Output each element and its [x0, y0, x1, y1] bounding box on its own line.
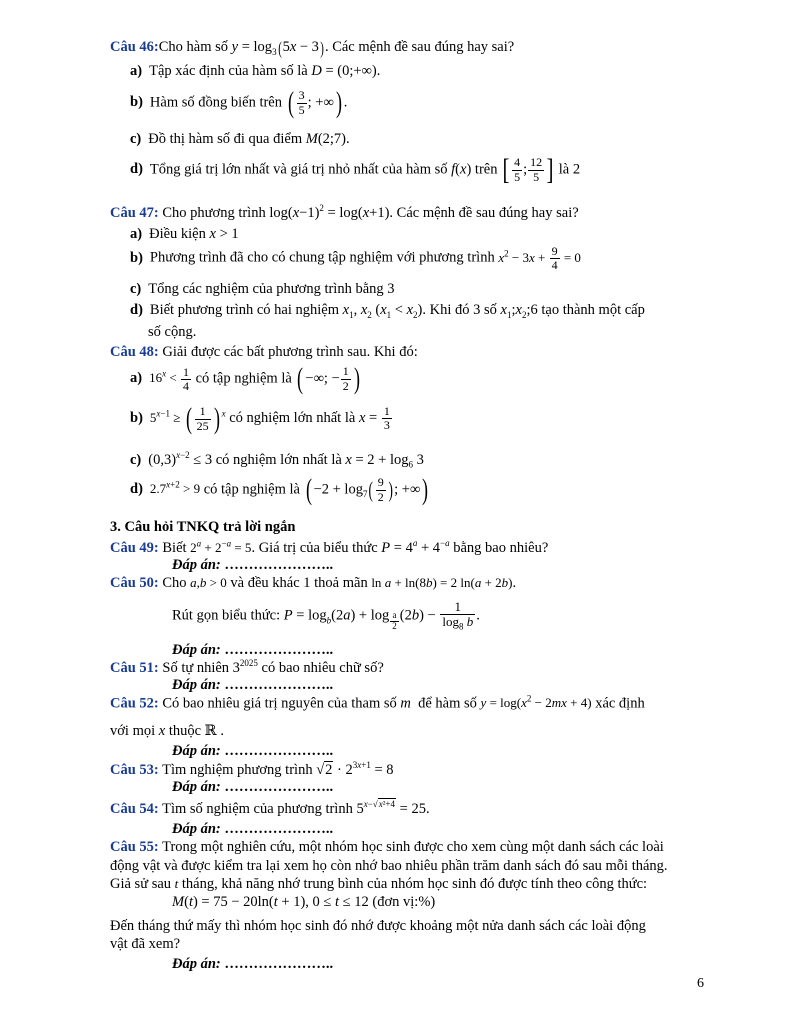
question-text: Số tự nhiên	[162, 659, 230, 676]
question-text: xác định	[595, 695, 645, 712]
option-text: có nghiệm lớn nhất là	[215, 451, 342, 468]
answer-label: Đáp án:	[172, 677, 221, 693]
answer-label: Đáp án:	[172, 642, 221, 658]
option-text: có tập nghiệm là	[203, 481, 300, 498]
option-c: c) Tổng các nghiệm của phương trình bằng 3	[130, 281, 395, 297]
option-a: a) Tập xác định của hàm số là D = (0;+∞).	[130, 63, 381, 79]
answer-line	[172, 676, 333, 694]
answer-line	[172, 778, 333, 796]
question-text: . Giá trị của biểu thức	[251, 539, 378, 556]
unit-text: (đơn vị:%)	[372, 894, 436, 910]
question-47: Câu 47: Cho phương trình $\log(x-1)^2 = \log(x+1)$. Các mệnh đề sau đúng hay sai?	[110, 203, 579, 221]
option-text: có tập nghiệm là	[195, 370, 292, 387]
question-text: Tìm số nghiệm của phương trình	[162, 800, 353, 817]
option-b: b) $5^{x-1}$ ≥ ( $\frac{1}{25}$ ) $^x$ có nghiệm lớn nhất là x = $\frac{1}{3}$	[130, 402, 390, 435]
answer-blank: …………………..	[224, 743, 334, 759]
question-50-expr: Rút gọn biểu thức: $P = \log_b(2a) + \log$ $_{\frac{a}{2}}$ (2b) − $\frac{1}{\log_8 b}$ .	[172, 599, 480, 632]
answer-line	[172, 556, 333, 574]
option-b: b) Hàm số đồng biến trên ( $\frac{3}{5}$ ; +∞) .	[130, 86, 348, 119]
question-label: Câu 55:	[110, 839, 159, 855]
question-text: . Các mệnh đề sau đúng hay sai?	[389, 204, 579, 221]
option-text: Điều kiện	[149, 226, 206, 242]
answer-label: Đáp án:	[172, 956, 221, 972]
option-text: Hàm số đồng biến trên	[149, 94, 282, 111]
question-label: Câu 47:	[110, 204, 159, 221]
answer-line	[172, 820, 333, 838]
question-text: Tìm nghiệm phương trình	[162, 761, 313, 778]
question-label: Câu 53:	[110, 761, 159, 778]
question-55-line2: động vật và được kiểm tra lại xem họ còn nhớ bao nhiêu phần trăm danh sách đó sau mỗi tháng.	[110, 858, 668, 874]
option-d-cont	[148, 323, 728, 341]
question-51: Câu 51: Số tự nhiên $3^{2025}$ có bao nhiêu chữ số?	[110, 658, 384, 676]
question-text: Giải được các bất phương trình sau. Khi đó:	[162, 344, 418, 360]
question-text: để hàm số	[418, 695, 477, 712]
question-50: Câu 50: Cho a,b > 0 và đều khác 1 thoả mãn ln a + ln(8b) = 2 ln(a + 2b).	[110, 575, 517, 591]
option-text: Tổng các nghiệm của phương trình bằng 3	[148, 281, 395, 297]
option-text: . Khi đó 3 số	[422, 302, 497, 318]
question-text: và đều khác 1 thoả mãn	[230, 575, 368, 591]
answer-line	[172, 955, 333, 973]
question-55-line5: Đến tháng thứ mấy thì nhóm học sinh đó nhớ được khoảng một nửa danh sách các loài động	[110, 918, 646, 934]
option-text: trên	[474, 161, 498, 178]
answer-blank: …………………..	[224, 642, 334, 658]
question-text: bằng bao nhiêu?	[453, 539, 549, 556]
answer-label: Đáp án:	[172, 779, 221, 795]
question-label: Câu 46:	[110, 39, 159, 55]
question-label: Câu 52:	[110, 695, 159, 712]
option-d: d) Tổng giá trị lớn nhất và giá trị nhỏ nhất của hàm số f(x) trên [ $\frac{4}{5}$ ; $\frac{12}{5}$ ] là 2	[130, 153, 581, 186]
question-text: có bao nhiêu chữ số?	[261, 659, 384, 676]
question-text: Cho	[162, 575, 187, 591]
question-text: thuộc	[168, 723, 202, 739]
question-text: Trong một nghiên cứu, một nhóm học sinh được cho xem cùng một danh sách các loài	[162, 839, 664, 855]
option-b: b) Phương trình đã cho có chung tập nghiệm với phương trình $x^2 - 3x$ + $\frac{9}{4}$ = 0	[130, 244, 581, 273]
question-text: Rút gọn biểu thức:	[172, 607, 281, 624]
option-a: a) Điều kiện x > 1	[130, 226, 239, 242]
option-text: Đồ thị hàm số đi qua điểm	[148, 131, 303, 147]
question-55-formula: M(t) = 75 − 20ln(t + 1), 0 ≤ t ≤ 12 (đơn vị:%)	[172, 894, 436, 910]
answer-blank: …………………..	[224, 677, 334, 693]
answer-label: Đáp án:	[172, 557, 221, 573]
question-55-line3: Giả sử sau t tháng, khả năng nhớ trung bình của nhóm học sinh đó được tính theo công thức:	[110, 876, 648, 892]
math-expression: y	[231, 39, 239, 55]
option-d: d) Biết phương trình có hai nghiệm $x_1$, $x_2$ $(x_1 < x_2)$. Khi đó 3 số $x_1;x_2;6$ tạo thành một cấp	[130, 302, 645, 320]
question-label: Câu 50:	[110, 575, 159, 591]
answer-label: Đáp án:	[172, 821, 221, 837]
option-text: tạo thành một cấp	[541, 302, 645, 318]
question-text: Cho phương trình	[162, 204, 266, 221]
question-label: Câu 48:	[110, 344, 159, 360]
question-52-cont: với mọi x thuộc ℝ .	[110, 723, 224, 739]
option-text: Biết phương trình có hai nghiệm	[149, 302, 340, 318]
option-text: có nghiệm lớn nhất là	[229, 409, 356, 426]
option-text: số cộng.	[148, 324, 197, 340]
question-label: Câu 51:	[110, 659, 159, 676]
question-text: Biết	[162, 539, 187, 556]
option-text: Tập xác định của hàm số là	[149, 63, 308, 79]
answer-blank: …………………..	[224, 821, 334, 837]
question-46: Câu 46:Cho hàm số $y = \log_3(5x - 3)$. Các mệnh đề sau đúng hay sai?	[110, 37, 515, 58]
question-text: Có bao nhiêu giá trị nguyên của tham số	[162, 695, 397, 712]
option-text: là 2	[558, 161, 581, 178]
answer-label: Đáp án:	[172, 743, 221, 759]
question-text: Giả sử sau	[110, 876, 172, 892]
question-55	[110, 838, 710, 856]
answer-blank: …………………..	[224, 956, 334, 972]
option-a: a) $16^x$ < $\frac{1}{4}$ có tập nghiệm là ( −∞; − $\frac{1}{2}$ )	[130, 362, 360, 395]
question-label: Câu 54:	[110, 800, 159, 817]
question-49: Câu 49: Biết $2^a + 2^{-a} = 5$. Giá trị của biểu thức $P = 4^a + 4^{-a}$ bằng bao nhiêu?	[110, 538, 549, 556]
answer-blank: …………………..	[224, 557, 334, 573]
answer-blank: …………………..	[224, 779, 334, 795]
option-text: Tổng giá trị lớn nhất và giá trị nhỏ nhất của hàm số	[149, 161, 448, 178]
question-label: Câu 49:	[110, 539, 159, 556]
page-number: 6	[697, 976, 704, 991]
question-52: Câu 52: Có bao nhiêu giá trị nguyên của tham số m để hàm số $y = \log(x^2 - 2mx + 4)$ xác định	[110, 694, 645, 712]
question-text: tháng, khả năng nhớ trung bình của nhóm học sinh đó được tính theo công thức:	[181, 876, 648, 892]
question-text: . Các mệnh đề sau đúng hay sai?	[324, 39, 515, 55]
answer-line	[172, 742, 333, 760]
question-text: với mọi	[110, 723, 156, 739]
section-heading: 3. Câu hỏi TNKQ trả lời ngắn	[110, 519, 296, 535]
question-text: Cho hàm số	[158, 39, 229, 55]
question-55-line6: vật đã xem?	[110, 936, 181, 952]
question-53: Câu 53: Tìm nghiệm phương trình $√2 \cdot 2^{3x+1} = 8$	[110, 760, 394, 778]
option-text: Phương trình đã cho có chung tập nghiệm với phương trình	[149, 249, 495, 266]
option-d: d) $2.7^{x+2} > 9$ có tập nghiệm là ( $-2 + \log_7$( $\frac{9}{2}$ ); +∞)	[130, 473, 429, 506]
option-c: c) $(0,3)^{x-2} \le 3$ có nghiệm lớn nhất là $x = 2 + \log_6 3$	[130, 450, 424, 470]
question-48	[110, 343, 710, 361]
answer-line	[172, 641, 333, 659]
option-c: c) Đồ thị hàm số đi qua điểm M(2;7).	[130, 131, 350, 147]
question-54: Câu 54: Tìm số nghiệm của phương trình $5^{x-√x^2+4} = 25$.	[110, 799, 430, 817]
